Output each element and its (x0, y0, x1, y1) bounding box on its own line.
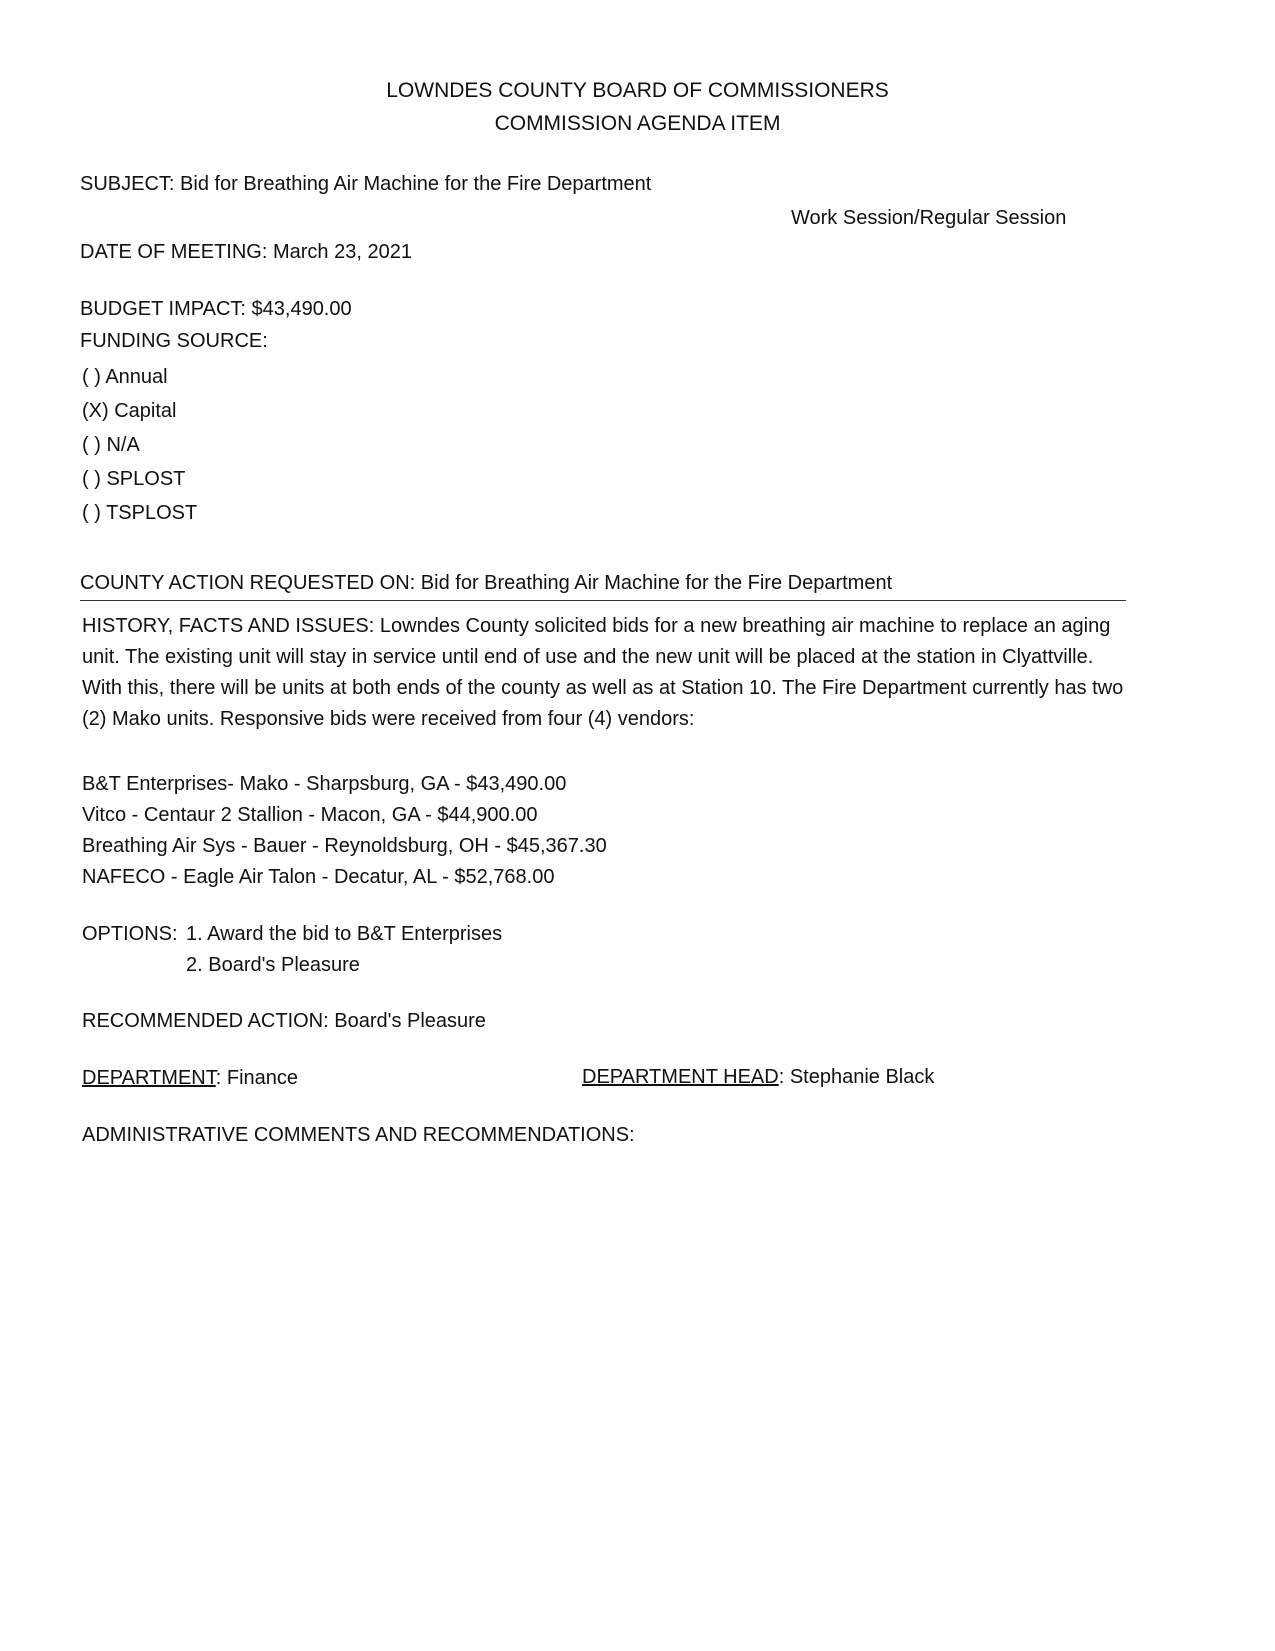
recommended-action-line (82, 1011, 486, 1031)
funding-option-annual (82, 367, 168, 387)
funding-source-label: FUNDING SOURCE: (80, 330, 268, 352)
meeting-date-value: March 23, 2021 (272, 241, 412, 263)
department-label: DEPARTMENT (82, 1067, 216, 1089)
department-head-value: : Stephanie Black (778, 1066, 935, 1088)
recommended-action-label: RECOMMENDED ACTION: (82, 1010, 329, 1032)
option-item: 2. Board's Pleasure (186, 954, 360, 976)
funding-option-na (82, 435, 140, 455)
action-requested-line (80, 573, 892, 593)
meeting-date-line (80, 242, 412, 262)
bid-item: B&T Enterprises- Mako - Sharpsburg, GA - $43,490.00 (82, 773, 567, 795)
department-head-line (582, 1067, 934, 1087)
department-head-label: DEPARTMENT HEAD (582, 1066, 779, 1088)
department-line (82, 1068, 298, 1088)
action-requested-value: Bid for Breathing Air Machine for the Fire Department (420, 572, 893, 594)
budget-impact-value: $43,490.00 (251, 298, 352, 320)
options-label: OPTIONS: (82, 923, 178, 945)
funding-option-label: SPLOST (106, 468, 186, 490)
subject-value: Bid for Breathing Air Machine for the Fire Department (180, 173, 652, 195)
history-text: Lowndes County solicited bids for a new breathing air machine to replace an aging unit. The existing unit will stay in service until end of use and the new unit will be placed at the station in Clyattville. With this, there will be units at both ends of the county as well as at Station 10. The Fire Department currently has two (2) Mako units. Responsive bids were received from four (4) vendors: (82, 615, 1124, 730)
budget-impact-line (80, 299, 352, 319)
option-item: 1. Award the bid to B&T Enterprises (186, 923, 503, 945)
funding-option-capital (82, 401, 177, 421)
department-value: : Finance (215, 1067, 298, 1089)
funding-checkbox-mark: ( ) (82, 468, 101, 490)
bid-item: Breathing Air Sys - Bauer - Reynoldsburg, OH - $45,367.30 (82, 835, 607, 857)
bid-item: NAFECO - Eagle Air Talon - Decatur, AL - $52,768.00 (82, 866, 555, 888)
funding-option-label: Capital (114, 400, 177, 422)
document-title-line2: COMMISSION AGENDA ITEM (494, 112, 781, 135)
funding-checkbox-mark: ( ) (82, 434, 101, 456)
funding-option-label: N/A (106, 434, 140, 456)
funding-option-label: TSPLOST (106, 502, 198, 524)
funding-option-label: Annual (105, 366, 168, 388)
bid-item: Vitco - Centaur 2 Stallion - Macon, GA - $44,900.00 (82, 804, 538, 826)
document-title-line1: LOWNDES COUNTY BOARD OF COMMISSIONERS (386, 79, 889, 102)
admin-comments-label: ADMINISTRATIVE COMMENTS AND RECOMMENDATIONS: (82, 1124, 635, 1146)
funding-checkbox-mark: (X) (82, 400, 109, 422)
funding-option-tsplost (82, 503, 197, 523)
meeting-date-label: DATE OF MEETING: (80, 241, 268, 263)
history-paragraph (82, 611, 1127, 735)
funding-checkbox-mark: ( ) (82, 366, 101, 388)
budget-impact-label: BUDGET IMPACT: (80, 298, 246, 320)
subject-line (80, 174, 651, 194)
recommended-action-value: Board's Pleasure (334, 1010, 486, 1032)
section-divider (80, 600, 1126, 601)
funding-option-splost (82, 469, 185, 489)
subject-label: SUBJECT: (80, 173, 175, 195)
funding-checkbox-mark: ( ) (82, 502, 101, 524)
history-label: HISTORY, FACTS AND ISSUES: (82, 615, 375, 637)
session-type: Work Session/Regular Session (791, 207, 1067, 229)
action-requested-label: COUNTY ACTION REQUESTED ON: (80, 572, 416, 594)
